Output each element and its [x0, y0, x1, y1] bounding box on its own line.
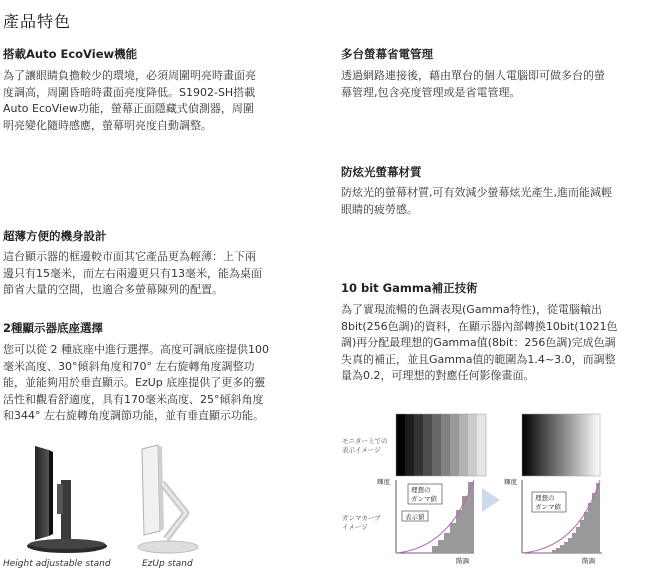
svg-text:ガンマ値: ガンマ値: [411, 495, 437, 503]
body-line: 調)再分配最理想的Gamma值(8bit：256色調)完成色調: [341, 336, 616, 349]
monitor-image-label: 表示イメージ: [342, 446, 381, 454]
body-line: 量為0.2，可理想的對應任何影像畫面。: [341, 369, 535, 382]
monitor-image-label: モニター上での: [342, 437, 388, 445]
height-adjustable-stand-image: [5, 440, 120, 558]
body-line: 這台顯示器的框邊較市面其它產品更為輕薄：上下兩: [3, 250, 256, 263]
svg-text:ガンマ値: ガンマ値: [535, 503, 561, 511]
gamma-curve-label: イメージ: [342, 523, 368, 531]
page-title: 產品特色: [3, 12, 72, 31]
body-line: 8bit(256色調)的資料，在顯示器內部轉換10bit(1021色: [341, 319, 618, 333]
antiglare-body: [341, 185, 661, 218]
body-line: 失真的補正，並且Gamma值的範圍為1.4~3.0，而調整: [341, 352, 616, 366]
multi-monitor-title: 多台螢幕省電管理: [341, 47, 433, 61]
right-gamma-graph: [504, 477, 602, 565]
body-line: 節省大量的空間，也適合多螢幕陳列的配置。: [3, 283, 223, 296]
ezup-stand-image: [128, 443, 208, 558]
body-line: 活性和觀看舒適度，具有170毫米高度、25°傾斜角度: [3, 392, 264, 406]
antiglare-title: 防炫光螢幕材質: [341, 165, 422, 179]
arrow-right-icon: [482, 488, 500, 512]
ecoview-body: [3, 68, 333, 134]
left-gamma-graph: [377, 477, 474, 565]
svg-text:理想の: 理想の: [411, 486, 431, 494]
gamma-curve-label: ガンマカーブ: [342, 514, 381, 522]
body-line: Auto EcoView功能，螢幕正面隱藏式偵測器，周圍: [3, 102, 254, 115]
body-line: 您可以從 2 種底座中進行選擇。高度可調底座提供100: [3, 343, 269, 356]
body-line: 眼睛的疲勞感。: [341, 202, 418, 216]
ecoview-title: 搭載Auto EcoView機能: [3, 47, 138, 61]
body-line: 邊只有15毫米，而左右兩邊更只有13毫米，能為桌面: [3, 266, 262, 280]
body-line: 幕管理,包含亮度管理或是省電管理。: [341, 85, 521, 99]
body-line: 透過網路連接後，藉由單台的個人電腦即可做多台的螢: [341, 69, 605, 82]
stepped-gradient: [396, 414, 486, 476]
body-line: 為了實現流暢的色調表現(Gamma特性)，從電腦輸出: [341, 303, 603, 316]
svg-text:輝度: 輝度: [377, 478, 390, 486]
svg-text:階調: 階調: [582, 557, 595, 565]
height-stand-caption: Height adjustable stand: [3, 559, 111, 569]
body-line: 明亮變化隨時感應，螢幕明亮度自動調整。: [3, 118, 212, 132]
stand-body: [3, 342, 333, 425]
stand-title: 2種顯示器底座選擇: [3, 321, 104, 335]
body-line: 為了讓眼睛負擔較少的環境，必須周圍明亮時畫面亮: [3, 69, 256, 82]
body-line: 毫米高度、30°傾斜角度和70° 左右旋轉角度調整功: [3, 359, 255, 373]
body-line: 和344° 左右旋轉角度調節功能，並有垂直顯示功能。: [3, 409, 264, 422]
gamma-body: [341, 302, 661, 385]
svg-text:表示値: 表示値: [405, 513, 425, 521]
body-line: 度調高，周圍昏暗時畫面亮度降低。S1902-SH搭載: [3, 85, 256, 99]
slim-body: [3, 249, 333, 299]
gamma-title: 10 bit Gamma補正技術: [341, 281, 478, 295]
ezup-stand-caption: EzUp stand: [142, 559, 193, 569]
svg-text:理想の: 理想の: [535, 494, 555, 502]
svg-text:階調: 階調: [456, 557, 469, 565]
body-line: 能，並能夠用於垂直顯示。EzUp 底座提供了更多的靈: [3, 376, 266, 389]
smooth-gradient: [522, 414, 600, 476]
slim-title: 超薄方便的機身設計: [3, 229, 107, 243]
svg-text:輝度: 輝度: [504, 478, 517, 486]
body-line: 防炫光的螢幕材質,可有效減少螢幕炫光產生,進而能減輕: [341, 186, 612, 199]
multi-monitor-body: [341, 68, 661, 101]
gamma-diagram: [340, 408, 620, 568]
